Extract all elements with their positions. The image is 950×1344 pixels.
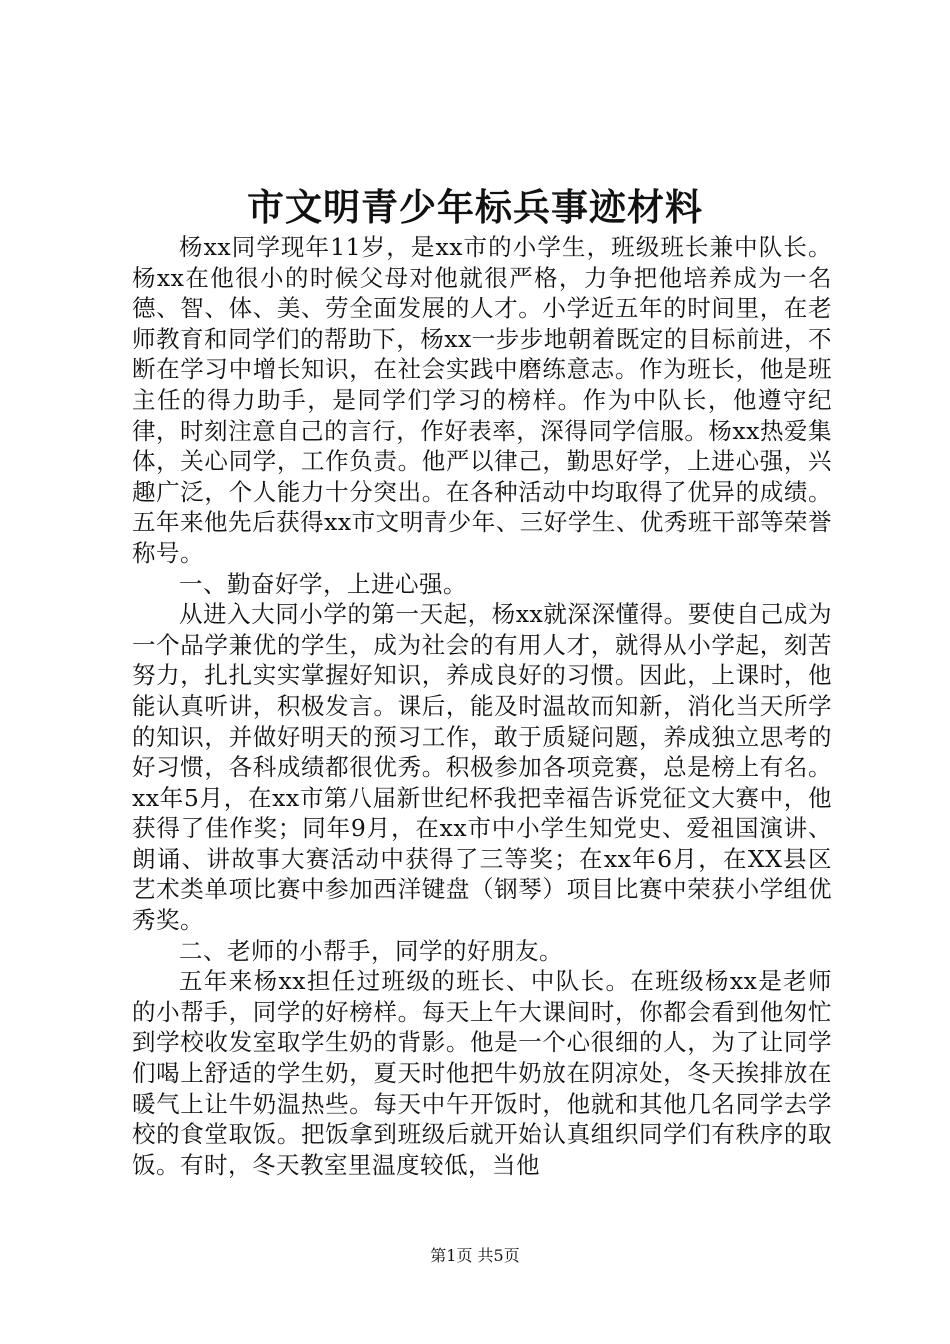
section-heading-2: 二、老师的小帮手，同学的好朋友。 <box>179 936 563 965</box>
section-heading-1: 一、勤奋好学，上进心强。 <box>179 569 467 598</box>
paragraph-section-1: 从进入大同小学的第一天起，杨xx就深深懂得。要使自己成为一个品学兼优的学生，成为社会的有用人才，就得从小学起，刻苦努力，扎扎实实掌握好知识，养成良好的习惯。因此，上课时，他能认真听讲，积极发言。课后，能及时温故而知新，消化当天所学的知识，并做好明天的预习工作，敢于质疑问题，养成独立思考的好习惯，各科成绩都很优秀。积极参加各项竞赛，总是榜上有名。xx年5月，在xx市第八届新世纪杯我把幸福告诉党征文大赛中，他获得了佳作奖；同年9月，在xx市中小学生知党史、爱祖国演讲、朗诵、讲故事大赛活动中获得了三等奖；在xx年6月，在XX县区艺术类单项比赛中参加西洋键盘（钢琴）项目比赛中荣获小学组优秀奖。 <box>132 600 832 935</box>
paragraph-section-2: 五年来杨xx担任过班级的班长、中队长。在班级杨xx是老师的小帮手，同学的好榜样。每天上午大课间时，你都会看到他匆忙到学校收发室取学生奶的背影。他是一个心很细的人，为了让同学们喝上舒适的学生奶，夏天时他把牛奶放在阴凉处，冬天挨排放在暖气上让牛奶温热些。每天中午开饭时，他就和其他几名同学去学校的食堂取饭。把饭拿到班级后就开始认真组织同学们有秩序的取饭。有时，冬天教室里温度较低，当他 <box>132 967 832 1179</box>
document-body <box>132 232 832 1180</box>
page-footer: 第1页 共5页 <box>430 1246 520 1265</box>
paragraph-intro: 杨xx同学现年11岁，是xx市的小学生，班级班长兼中队长。杨xx在他很小的时候父母对他就很严格，力争把他培养成为一名德、智、体、美、劳全面发展的人才。小学近五年的时间里，在老师教育和同学们的帮助下，杨xx一步步地朝着既定的目标前进，不断在学习中增长知识，在社会实践中磨练意志。作为班长，他是班主任的得力助手，是同学们学习的榜样。作为中队长，他遵守纪律，时刻注意自己的言行，作好表率，深得同学信服。杨xx热爱集体，关心同学，工作负责。他严以律己，勤思好学，上进心强，兴趣广泛，个人能力十分突出。在各种活动中均取得了优异的成绩。五年来他先后获得xx市文明青少年、三好学生、优秀班干部等荣誉称号。 <box>132 233 832 567</box>
document-title: 市文明青少年标兵事迹材料 <box>247 185 703 229</box>
